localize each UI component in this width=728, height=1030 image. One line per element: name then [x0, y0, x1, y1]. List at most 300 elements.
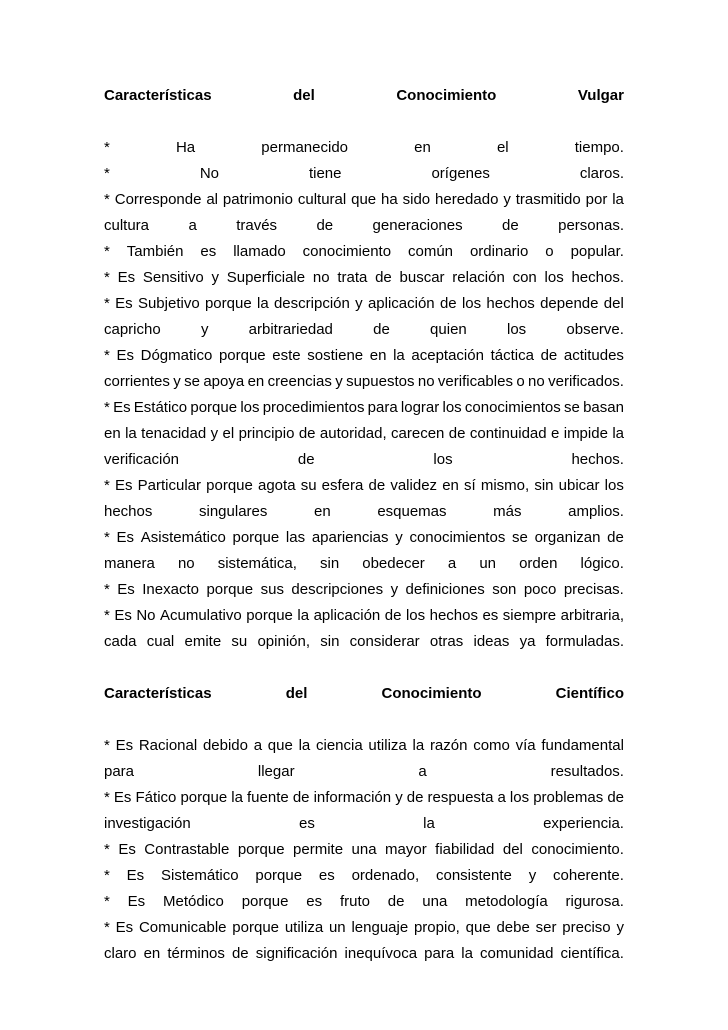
word: los	[544, 269, 564, 286]
word: ciencia	[315, 737, 363, 754]
word: Ha	[175, 139, 196, 156]
word: conocimiento	[302, 243, 392, 260]
word: Es	[114, 477, 133, 494]
word: razón	[429, 737, 468, 754]
word: Es	[117, 269, 136, 286]
word: sin	[320, 633, 340, 650]
word: patrimonio	[222, 191, 293, 208]
word: supuestos	[346, 373, 415, 390]
word: inequívoca	[344, 945, 418, 962]
word: a	[188, 217, 197, 234]
word: los	[405, 607, 426, 624]
word: de	[448, 425, 466, 442]
document-body	[104, 83, 624, 967]
word: ser	[535, 919, 557, 936]
word: Es	[115, 737, 134, 754]
word: claro	[104, 945, 137, 962]
word: de	[502, 217, 519, 234]
word: de	[387, 893, 405, 910]
text-line	[104, 577, 624, 603]
word: Es	[113, 789, 132, 806]
word: porque	[232, 919, 280, 936]
word: *	[104, 191, 110, 208]
word: los	[240, 399, 260, 416]
word: poco	[523, 581, 557, 598]
word: debe	[496, 919, 530, 936]
word: Superficiale	[226, 269, 306, 286]
text-line	[104, 265, 624, 291]
word: significación	[255, 945, 338, 962]
word: los	[509, 789, 530, 806]
word: definiciones	[405, 581, 485, 598]
word: en	[414, 139, 431, 156]
word: y	[210, 425, 219, 442]
word: Características	[104, 87, 212, 104]
word: formuladas.	[545, 633, 624, 650]
word: de	[406, 789, 424, 806]
word: y	[503, 191, 511, 208]
word: Es	[114, 607, 132, 624]
word: obedecer	[362, 555, 425, 572]
word: verificables	[437, 373, 513, 390]
word: Vulgar	[577, 87, 624, 104]
word: porque	[180, 789, 228, 806]
text-line	[104, 499, 624, 525]
word: no	[528, 373, 545, 390]
word: Fático	[135, 789, 177, 806]
word: llegar	[257, 763, 295, 780]
word: ordinario	[469, 243, 529, 260]
word: Características	[104, 685, 212, 702]
word: sistemática,	[217, 555, 297, 572]
word: se	[564, 399, 580, 416]
word: relación	[452, 269, 505, 286]
word: quien	[430, 321, 467, 338]
word: singulares	[199, 503, 268, 520]
word: comunidad	[480, 945, 554, 962]
word: sí	[464, 477, 476, 494]
word: cultural	[297, 191, 347, 208]
word: Es	[115, 919, 134, 936]
word: arbitrariedad	[248, 321, 333, 338]
word: vía	[515, 737, 536, 754]
word: de	[384, 607, 402, 624]
word: Comunicable	[138, 919, 227, 936]
word: de	[607, 789, 624, 806]
word: apoya	[203, 373, 245, 390]
word: el	[496, 139, 509, 156]
word: Metódico	[163, 893, 224, 910]
word: creencias	[267, 373, 332, 390]
word: mismo,	[480, 477, 530, 494]
word: y	[390, 581, 399, 598]
text-line	[104, 317, 624, 343]
word: Es	[118, 841, 136, 858]
word: través	[236, 217, 278, 234]
word: Es	[116, 347, 134, 364]
word: lógico.	[580, 555, 624, 572]
word: su	[300, 477, 317, 494]
word: Sensitivo	[142, 269, 204, 286]
word: este	[272, 347, 301, 364]
word: preciso	[562, 919, 611, 936]
word: a	[253, 737, 263, 754]
word: y	[335, 373, 343, 390]
word: coherente.	[553, 867, 624, 884]
word: el	[222, 425, 235, 442]
word: la	[423, 815, 435, 832]
word: es	[299, 815, 315, 832]
word: respuesta	[427, 789, 494, 806]
word: emite	[184, 633, 222, 650]
word: *	[104, 529, 110, 546]
word: manera	[104, 555, 155, 572]
word: *	[104, 243, 110, 260]
word: fiabilidad	[435, 841, 495, 858]
word: de	[231, 945, 249, 962]
word: *	[104, 841, 110, 858]
word: continuidad	[469, 425, 547, 442]
word: aplicación	[367, 295, 435, 312]
word: cada	[104, 633, 137, 650]
word: observe.	[566, 321, 624, 338]
word: se	[184, 373, 200, 390]
word: para	[367, 399, 398, 416]
word: problemas	[533, 789, 604, 806]
word: apariencias	[311, 529, 389, 546]
word: los	[433, 451, 453, 468]
text-line	[104, 343, 624, 369]
word: Acumulativo	[160, 607, 242, 624]
word: sido	[402, 191, 431, 208]
word: investigación	[104, 815, 191, 832]
word: o	[545, 243, 554, 260]
word: popular.	[570, 243, 624, 260]
word: personas.	[558, 217, 624, 234]
word: que	[465, 919, 491, 936]
section-heading-cientifico	[104, 681, 624, 707]
word: la	[461, 945, 473, 962]
word: esfera	[321, 477, 364, 494]
text-line	[104, 369, 624, 395]
word: verificados.	[548, 373, 624, 390]
word: ordenado,	[351, 867, 420, 884]
word: la	[231, 789, 243, 806]
word: hechos	[486, 295, 535, 312]
word: ideas	[473, 633, 510, 650]
word: términos	[167, 945, 225, 962]
word: un	[479, 555, 496, 572]
spacer	[104, 707, 624, 733]
text-line	[104, 395, 624, 421]
text-line	[104, 863, 624, 889]
word: siempre	[502, 607, 557, 624]
word: depende	[540, 295, 599, 312]
word: debido	[202, 737, 248, 754]
word: por	[585, 191, 608, 208]
word: Racional	[138, 737, 198, 754]
word: porque	[206, 581, 254, 598]
word: no	[177, 555, 195, 572]
text-line	[104, 421, 624, 447]
word: propio,	[413, 919, 460, 936]
word: descripción	[273, 295, 350, 312]
word: Inexacto	[142, 581, 199, 598]
word: orígenes	[431, 165, 490, 182]
word: una	[351, 841, 377, 858]
spacer	[104, 109, 624, 135]
word: de	[316, 217, 334, 234]
word: También	[126, 243, 184, 260]
word: *	[104, 269, 110, 286]
word: *	[104, 919, 110, 936]
word: es	[200, 243, 217, 260]
text-line	[104, 473, 624, 499]
word: porque	[237, 841, 285, 858]
text-line	[104, 187, 624, 213]
word: y	[173, 373, 181, 390]
word: y	[200, 321, 209, 338]
word: las	[285, 529, 306, 546]
text-line	[104, 811, 624, 837]
word: la	[612, 425, 624, 442]
text-line	[104, 161, 624, 187]
word: de	[368, 477, 386, 494]
word: Sistemático	[161, 867, 239, 884]
word: *	[104, 867, 110, 884]
word: impide	[563, 425, 608, 442]
word: corrientes	[104, 373, 170, 390]
word: heredado	[435, 191, 499, 208]
word: Es	[115, 295, 133, 312]
word: son	[492, 581, 517, 598]
word: porque	[204, 295, 252, 312]
word: hechos	[429, 607, 478, 624]
word: Conocimiento	[396, 87, 497, 104]
word: táctica	[490, 347, 534, 364]
word: lograr	[400, 399, 440, 416]
word: carecen	[391, 425, 445, 442]
word: Estático	[133, 399, 188, 416]
word: la	[297, 607, 310, 624]
text-line	[104, 135, 624, 161]
word: porque	[241, 893, 289, 910]
word: o	[516, 373, 525, 390]
word: *	[104, 789, 110, 806]
word: los	[506, 321, 527, 338]
word: aceptación	[411, 347, 484, 364]
word: se	[512, 529, 528, 546]
word: en	[442, 477, 459, 494]
word: de	[540, 347, 558, 364]
word: basan	[583, 399, 624, 416]
word: y	[355, 295, 363, 312]
word: experiencia.	[543, 815, 624, 832]
word: la	[612, 191, 624, 208]
text-line	[104, 551, 624, 577]
word: para	[104, 763, 135, 780]
word: es	[306, 893, 323, 910]
word: permanecido	[261, 139, 348, 156]
word: del	[603, 295, 624, 312]
word: *	[104, 139, 110, 156]
word: porque	[190, 399, 238, 416]
word: y	[395, 529, 403, 546]
word: ya	[519, 633, 536, 650]
word: en	[247, 373, 265, 390]
word: Corresponde	[114, 191, 202, 208]
word: hechos	[104, 503, 153, 520]
word: agota	[258, 477, 296, 494]
word: ha	[381, 191, 398, 208]
word: y	[528, 867, 537, 884]
text-line	[104, 213, 624, 239]
word: información	[313, 789, 392, 806]
word: Es	[126, 867, 145, 884]
word: trasmitido	[515, 191, 581, 208]
word: rigurosa.	[565, 893, 624, 910]
word: esquemas	[377, 503, 447, 520]
word: aplicación	[313, 607, 381, 624]
word: Conocimiento	[381, 685, 482, 702]
word: los	[461, 295, 482, 312]
word: Dógmatico	[140, 347, 213, 364]
word: fundamental	[541, 737, 624, 754]
word: del	[285, 685, 308, 702]
word: metodología	[465, 893, 548, 910]
word: de	[373, 321, 390, 338]
word: Es	[113, 399, 131, 416]
text-line	[104, 837, 624, 863]
word: *	[104, 295, 110, 312]
text-line	[104, 291, 624, 317]
word: es	[482, 607, 499, 624]
word: fruto	[339, 893, 370, 910]
word: *	[104, 477, 110, 494]
word: su	[231, 633, 248, 650]
word: que	[351, 191, 377, 208]
word: la	[125, 425, 137, 442]
word: sin	[534, 477, 554, 494]
word: opinión,	[257, 633, 311, 650]
word: lenguaje	[351, 919, 409, 936]
word: *	[104, 347, 110, 364]
word: la	[256, 295, 269, 312]
word: hechos.	[571, 269, 624, 286]
word: autoridad,	[319, 425, 387, 442]
word: conocimientos	[464, 399, 561, 416]
section-heading-vulgar	[104, 83, 624, 109]
text-line	[104, 941, 624, 967]
text-line	[104, 239, 624, 265]
word: de	[298, 425, 316, 442]
word: común	[408, 243, 454, 260]
word: Es	[116, 529, 135, 546]
word: conocimiento.	[531, 841, 624, 858]
word: y	[395, 789, 403, 806]
word: Asistemático	[140, 529, 226, 546]
word: que	[267, 737, 293, 754]
word: no	[312, 269, 330, 286]
word: conocimientos	[409, 529, 506, 546]
word: la	[298, 737, 311, 754]
word: organizan	[534, 529, 601, 546]
word: sostiene	[307, 347, 364, 364]
word: científica.	[560, 945, 624, 962]
spacer	[104, 655, 624, 681]
text-line	[104, 629, 624, 655]
word: los	[442, 399, 462, 416]
word: a	[497, 789, 506, 806]
word: tiempo.	[574, 139, 624, 156]
word: *	[104, 165, 110, 182]
word: y	[211, 269, 219, 286]
word: en	[143, 945, 161, 962]
word: *	[104, 607, 110, 624]
text-line	[104, 447, 624, 473]
text-line	[104, 733, 624, 759]
word: tenacidad	[141, 425, 207, 442]
word: un	[328, 919, 346, 936]
word: mayor	[385, 841, 427, 858]
text-line	[104, 785, 624, 811]
word: en	[104, 425, 121, 442]
word: otras	[429, 633, 464, 650]
word: a	[418, 763, 427, 780]
word: No	[136, 607, 156, 624]
word: como	[473, 737, 510, 754]
word: de	[292, 789, 310, 806]
word: porque	[246, 607, 293, 624]
word: *	[104, 581, 110, 598]
word: y	[616, 919, 624, 936]
word: del	[293, 87, 315, 104]
section-cientifico-paragraphs	[104, 733, 624, 967]
word: No	[199, 165, 219, 182]
word: arbitraria,	[560, 607, 624, 624]
word: de	[439, 295, 457, 312]
word: de	[375, 269, 392, 286]
word: de	[607, 529, 624, 546]
word: utiliza	[284, 919, 324, 936]
section-vulgar-paragraphs	[104, 135, 624, 655]
word: precisas.	[563, 581, 624, 598]
text-line	[104, 603, 624, 629]
word: porque	[206, 477, 253, 494]
text-line	[104, 759, 624, 785]
word: porque	[255, 867, 303, 884]
word: claros.	[579, 165, 624, 182]
word: la	[412, 737, 425, 754]
word: con	[512, 269, 537, 286]
text-line	[104, 915, 624, 941]
word: considerar	[349, 633, 420, 650]
word: Particular	[137, 477, 201, 494]
word: hechos.	[571, 451, 624, 468]
word: *	[104, 893, 110, 910]
word: consistente	[435, 867, 512, 884]
word: a	[447, 555, 457, 572]
word: Es	[127, 893, 146, 910]
word: la	[393, 347, 405, 364]
word: resultados.	[550, 763, 624, 780]
word: sus	[260, 581, 284, 598]
word: buscar	[399, 269, 445, 286]
word: utiliza	[368, 737, 407, 754]
word: Subjetivo	[137, 295, 200, 312]
word: al	[206, 191, 219, 208]
word: trata	[337, 269, 368, 286]
